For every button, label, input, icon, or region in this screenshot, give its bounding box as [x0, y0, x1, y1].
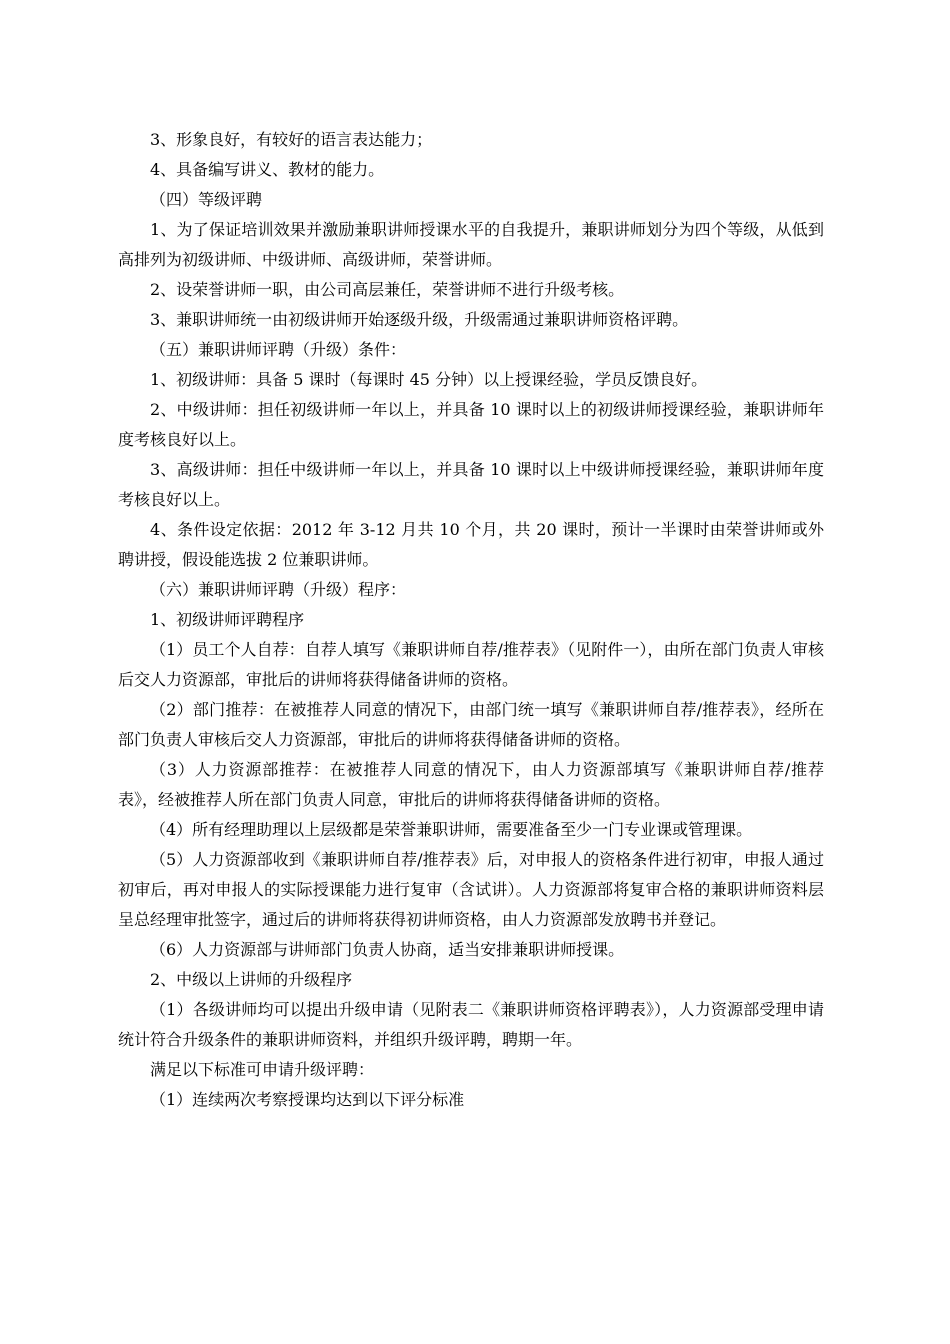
paragraph: 4、条件设定依据：2012 年 3-12 月共 10 个月，共 20 课时，预计一半课时由荣誉讲师或外聘讲授，假设能选拔 2 位兼职讲师。: [118, 520, 824, 569]
paragraph: （1）连续两次考察授课均达到以下评分标准: [150, 1090, 465, 1109]
paragraph: 3、高级讲师：担任中级讲师一年以上，并具备 10 课时以上中级讲师授课经验，兼职讲师年度考核良好以上。: [118, 460, 824, 509]
paragraph: 4、具备编写讲义、教材的能力。: [150, 160, 385, 179]
paragraph: 2、中级讲师：担任初级讲师一年以上，并具备 10 课时以上的初级讲师授课经验，兼职讲师年度考核良好以上。: [118, 400, 824, 449]
paragraph: （1）各级讲师均可以提出升级申请（见附表二《兼职讲师资格评聘表》），人力资源部受理申请统计符合升级条件的兼职讲师资料，并组织升级评聘，聘期一年。: [118, 1000, 824, 1049]
subsection-heading: 2、中级以上讲师的升级程序: [150, 970, 353, 989]
paragraph: （4）所有经理助理以上层级都是荣誉兼职讲师，需要准备至少一门专业课或管理课。: [150, 820, 753, 839]
paragraph: （1）员工个人自荐：自荐人填写《兼职讲师自荐/推荐表》（见附件一），由所在部门负责人审核后交人力资源部，审批后的讲师将获得储备讲师的资格。: [118, 640, 824, 689]
paragraph: （2）部门推荐：在被推荐人同意的情况下，由部门统一填写《兼职讲师自荐/推荐表》，经所在部门负责人审核后交人力资源部，审批后的讲师将获得储备讲师的资格。: [118, 700, 824, 749]
paragraph: 1、初级讲师：具备 5 课时（每课时 45 分钟）以上授课经验，学员反馈良好。: [150, 370, 708, 389]
paragraph: 3、形象良好，有较好的语言表达能力；: [150, 130, 433, 149]
paragraph: 满足以下标准可申请升级评聘：: [150, 1060, 375, 1079]
subsection-heading: 1、初级讲师评聘程序: [150, 610, 305, 629]
paragraph: 2、设荣誉讲师一职，由公司高层兼任，荣誉讲师不进行升级考核。: [150, 280, 625, 299]
paragraph: （5）人力资源部收到《兼职讲师自荐/推荐表》后，对申报人的资格条件进行初审，申报人通过初审后，再对申报人的实际授课能力进行复审（含试讲）。人力资源部将复审合格的兼职讲师资料层呈总经理审批签字，通过后的讲师将获得初讲师资格，由人力资源部发放聘书并登记。: [118, 850, 824, 929]
paragraph: （6）人力资源部与讲师部门负责人协商，适当安排兼职讲师授课。: [150, 940, 625, 959]
paragraph: 3、兼职讲师统一由初级讲师开始逐级升级，升级需通过兼职讲师资格评聘。: [150, 310, 689, 329]
section-heading: （六）兼职讲师评聘（升级）程序：: [150, 580, 407, 599]
document-body: [118, 125, 824, 1115]
paragraph: （3）人力资源部推荐：在被推荐人同意的情况下，由人力资源部填写《兼职讲师自荐/推荐表》，经被推荐人所在部门负责人同意，审批后的讲师将获得储备讲师的资格。: [118, 760, 824, 809]
section-heading: （四）等级评聘: [150, 190, 263, 209]
section-heading: （五）兼职讲师评聘（升级）条件：: [150, 340, 407, 359]
paragraph: 1、为了保证培训效果并激励兼职讲师授课水平的自我提升，兼职讲师划分为四个等级，从低到高排列为初级讲师、中级讲师、高级讲师，荣誉讲师。: [118, 220, 824, 269]
